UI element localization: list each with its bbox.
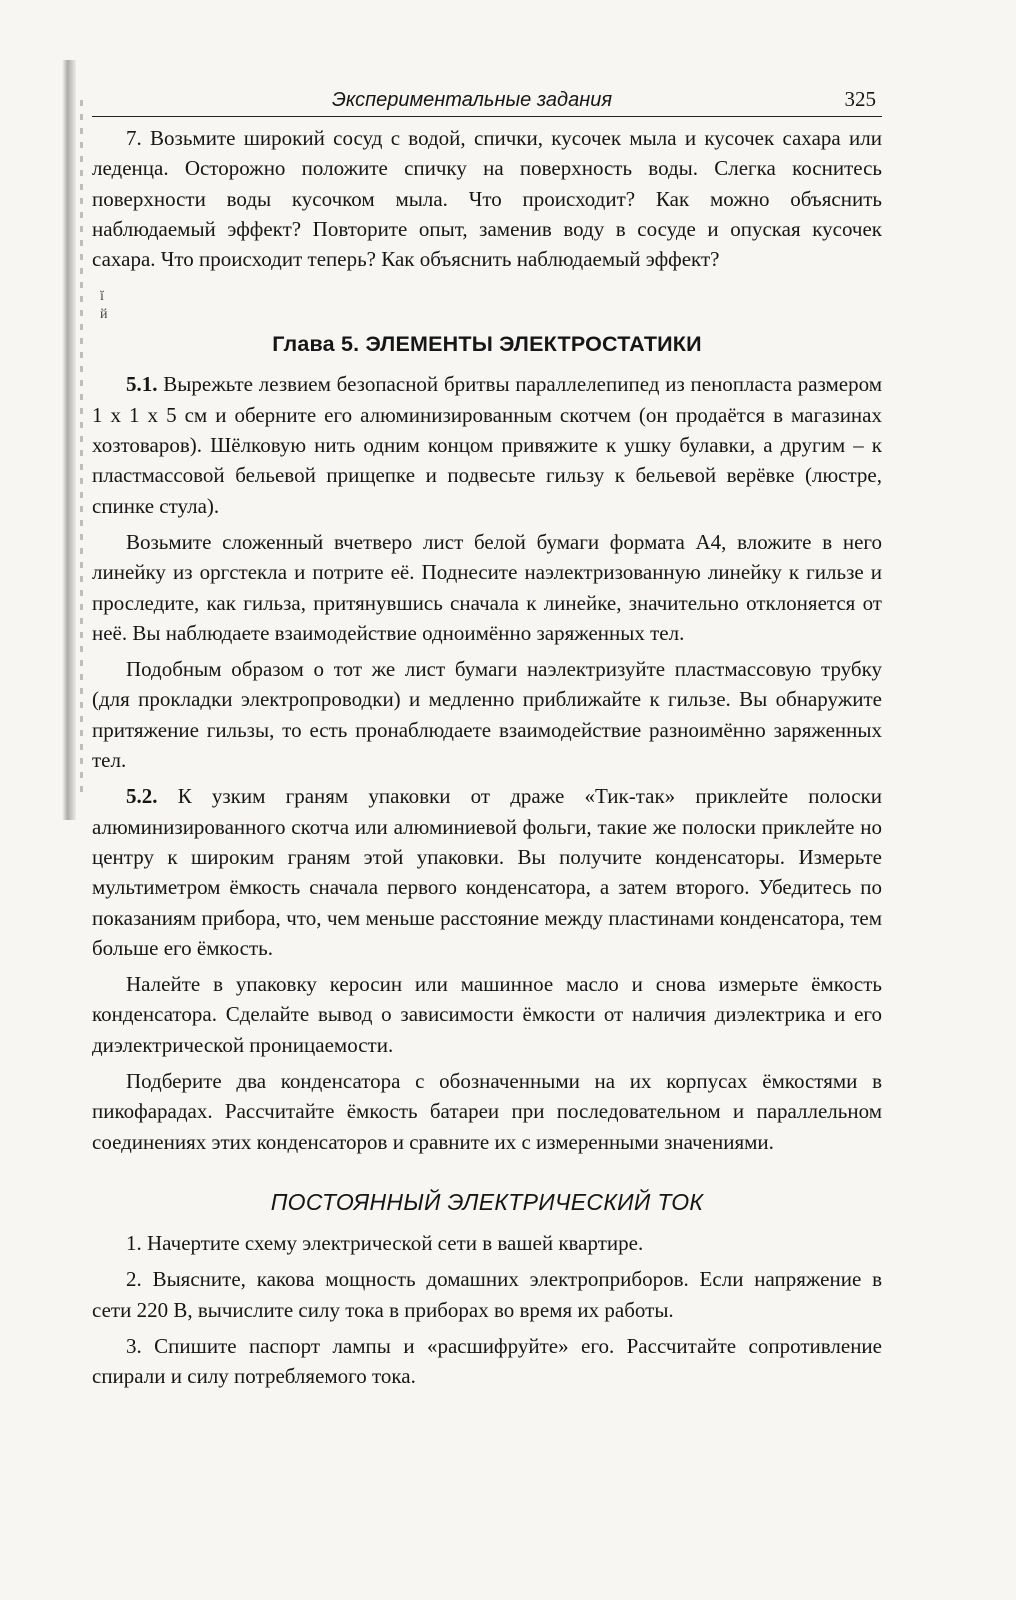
scan-mark-2: й: [100, 307, 108, 323]
section-5-2-paragraph-2: Налейте в упаковку керосин или машинное масло и снова измерьте ёмкость конденсатора. Сделайте вывод о зависимости ёмкости от наличия диэлектрика и его диэлектрической проницаемости.: [92, 972, 882, 1057]
scan-noise: [100, 288, 882, 324]
task-7-paragraph: 7. Возьмите широкий сосуд с водой, спички, кусочек мыла и кусочек сахара или леденца. Осторожно положите спичку на поверхность воды. Слегка коснитесь поверхности воды кусочком мыла. Что происходит? Как можно объяснить наблюдаемый эффект? Повторите опыт, заменив воду в сосуде и опуская кусочек сахара. Что происходит теперь? Как объяснить наблюдаемый эффект?: [92, 126, 882, 272]
section-5-1-paragraph-1: [92, 369, 882, 520]
dc-item-3: 3. Спишите паспорт лампы и «расшифруйте» его. Рассчитайте сопротивление спирали и силу потребляемого тока.: [92, 1333, 882, 1389]
section-5-1-number: 5.1.: [126, 372, 158, 397]
dc-item-2: 2. Выясните, какова мощность домашних электроприборов. Если напряжение в сети 220 В, вычислите силу тока в приборах во время их работы.: [92, 1267, 882, 1322]
chapter-title: [92, 332, 882, 357]
section-5-2-paragraph-1: [92, 781, 882, 963]
section-5-2-number: 5.2.: [126, 784, 158, 809]
chapter-title-text: Глава 5. ЭЛЕМЕНТЫ ЭЛЕКТРОСТАТИКИ: [272, 332, 702, 357]
scan-binding-dots: [80, 100, 83, 800]
dc-item-1: 1. Начертите схему электрической сети в вашей квартире.: [126, 1230, 644, 1255]
page-number: 325: [844, 87, 876, 111]
dc-section-title: ПОСТОЯННЫЙ ЭЛЕКТРИЧЕСКИЙ ТОК: [270, 1188, 704, 1215]
section-5-1-text-1: Вырежьте лезвием безопасной бритвы параллелепипед из пенопласта размером 1 х 1 х 5 см и оберните его алюминизированным скотчем (он продаётся в магазинах хозтоваров). Шёлковую нить одним концом привяжите к ушку булавки, а другим – к пластмассовой бельевой прищепке и подвесьте гильзу к бельевой верёвке (люстре, спинке стула).: [92, 372, 883, 518]
page-content: [92, 123, 882, 1391]
scan-binding-shadow: [62, 60, 76, 820]
section-5-2-text-1: К узким граням упаковки от драже «Тик-так» приклейте полоски алюминизированного скотча или алюминиевой фольги, такие же полоски приклейте но центру к широким граням этой упаковки. Вы получите конденсаторы. Измерьте мультиметром ёмкость сначала первого конденсатора, а затем второго. Убедитесь по показаниям прибора, что, чем меньше расстояние между пластинами конденсатора, тем больше его ёмкость.: [92, 784, 882, 960]
running-title: Экспериментальные задания: [332, 89, 613, 111]
section-5-1-paragraph-3: Подобным образом о тот же лист бумаги наэлектризуйте пластмассовую трубку (для прокладки электропроводки) и медленно приближайте к гильзе. Вы обнаружите притяжение гильзы, то есть пронаблюдаете взаимодействие разноимённо заряженных тел.: [92, 657, 882, 773]
page-header: [92, 84, 882, 117]
section-5-2-paragraph-3: Подберите два конденсатора с обозначенными на их корпусах ёмкостями в пикофарадах. Рассчитайте ёмкость батареи при последовательном и параллельном соединениях этих конденсаторов и сравните их с измеренными значениями.: [92, 1069, 882, 1154]
book-page: [92, 84, 882, 1391]
scan-mark-1: ĭ: [100, 289, 104, 305]
section-5-1-paragraph-2: Возьмите сложенный вчетверо лист белой бумаги формата А4, вложите в него линейку из оргстекла и потрите её. Поднесите наэлектризованную линейку к гильзе и проследите, как гильза, притянувшись сначала к линейке, значительно отклоняется от неё. Вы наблюдаете взаимодействие одноимённо заряженных тел.: [92, 529, 882, 645]
